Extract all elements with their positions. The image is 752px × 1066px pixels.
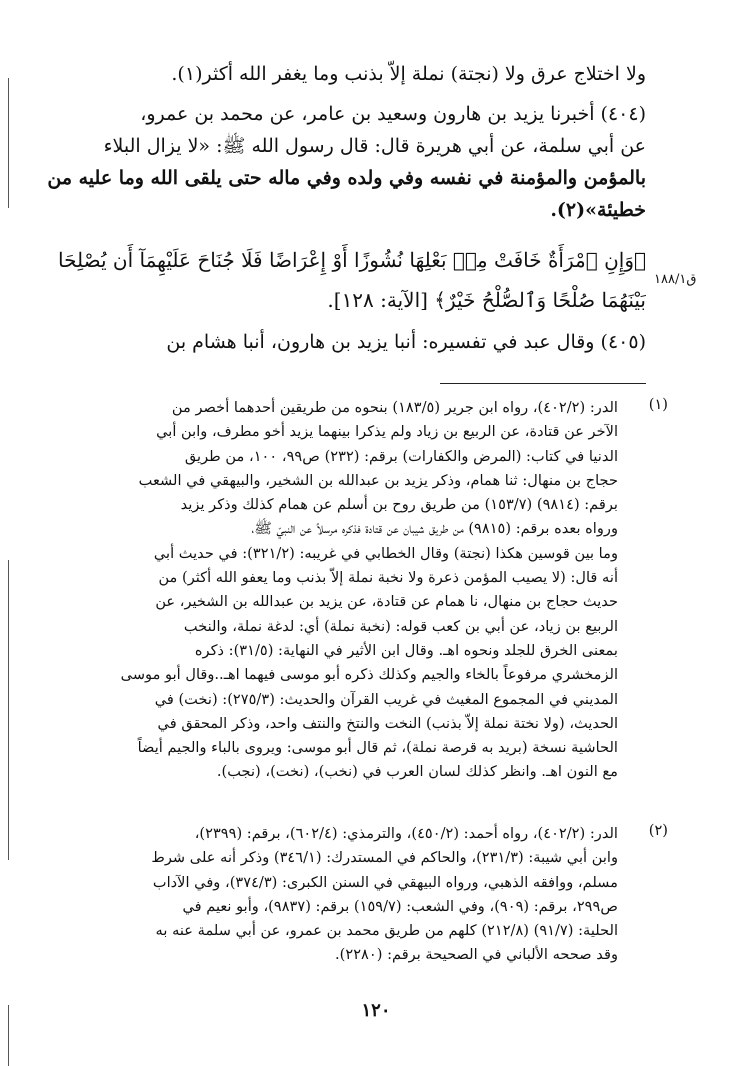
verse-line: بَيْنَهُمَا صُلْحًا وَٱلصُّلْحُ خَيْرٌ﴾ [الآية: ١٢٨]. [327,288,646,312]
footnote-line: وما بين قوسين هكذا (نجتة) وقال الخطابي في غريبه: (٣٢١/٢): في حديث أبي [153,544,618,562]
text-line: (٤٠٤) أخبرنا يزيد بن هارون وسعيد بن عامر، عن محمد بن عمرو، [140,103,646,125]
footnote-line: الدر: (٤٠٢/٢)، رواه أحمد: (٤٥٠/٢)، والترمذي: (٦٠٢/٤)، برقم: (٢٣٩٩)، [194,825,618,842]
text-line: بالمؤمن والمؤمنة في نفسه وفي ولده وفي ماله حتى يلقى الله وما عليه من [47,167,646,189]
footnote-line: وقد صححه الألباني في الصحيحة برقم: (٢٢٨٠). [335,946,618,964]
footnote-2 [42,822,668,968]
footnote-line: حجاج بن منهال: ثنا همام، وذكر يزيد بن عبدالله بن الشخير، والبيهقي في الشعب [138,471,618,489]
footnote-number: (٢) [648,822,668,839]
text-line: ولا اختلاج عرق ولا (نجتة) نملة إلاّ بذنب وما يغفر الله أكثر(١). [171,63,646,85]
footnote-line: الدنيا في كتاب: (المرض والكفارات) برقم: (٢٣٢) ص٩٩، ١٠٠، من طريق [184,447,618,465]
footnote-line: الزمخشري مرفوعاً بالخاء والجيم وكذلك ذكره أبو موسى فيهما اهـ..وقال أبو موسى [120,666,618,684]
footnote-line: مع النون اهـ. وانظر كذلك لسان العرب في (نخب)، (نخت)، (نجب). [216,763,618,781]
footnote-line: الآخر عن قتادة، عن الربيع بن زياد ولم يذكرا بينهما يزيد أخو مطرف، وابن أبي [156,423,618,441]
footnote-line: حديث حجاج بن منهال، نا همام عن قتادة، عن يزيد بن عبدالله بن الشخير، عن [155,593,618,611]
footnote-line: بمعنى الخرق للجلد ونحوه اهـ. وقال ابن الأثير في النهاية: (٣١/٥): ذكره [194,641,618,659]
footnote-body [42,396,650,785]
footnote-line: وابن أبي شيبة: (٢٣١/٣)، والحاكم في المستدرك: (٣٤٦/١) وذكر أنه على شرط [151,849,618,867]
footnote-line: المديني في المجموع المغيث في غريب القرآن والحديث: (٢٧٥/٣): (نخت) في [154,690,618,708]
footnote-1 [42,396,668,785]
text-line: خطيئة»(٢). [550,199,646,221]
footnote-separator [440,383,646,384]
footnote-line: ص٢٩٩، برقم: (٩٠٩)، وفي الشعب: (١٥٩/٧) برقم: (٩٨٣٧)، وأبو نعيم في [182,897,618,915]
footnote-number: (١) [648,396,668,413]
quran-verse [42,240,646,320]
footnote-line: أنه قال: (لا يصيب المؤمن ذعرة ولا نخبة نملة إلاّ بذنب وما يعفو الله أكثر) من [158,569,618,587]
verse-line: ﴿وَإِنِ ٱمْرَأَةٌ خَافَتْ مِنۢ بَعْلِهَا نُشُوزًا أَوْ إِعْرَاضًا فَلَا جُنَاحَ عَلَيْهِمَآ أَن يُصْلِحَا [58,248,646,272]
footnote-line: الحديث، (ولا نختة نملة إلاّ بذنب) النخت والنتخ والنتف واحد، وذكر المحقق في [157,714,618,732]
page-number: ١٢٠ [361,1000,391,1021]
manuscript-folio-ref: ق١٨٨/١ [654,272,697,287]
footnote-line: مسلم، ووافقه الذهبي، ورواه البيهقي في السنن الكبرى: (٣٧٤/٣)، وفي الآداب [152,873,618,891]
footnote-line: الحلية: (٩١/٧) (٢١٢/٨) كلهم من طريق محمد بن عمرو، عن أبي سلمة عنه به [155,922,618,940]
footnote-body [42,822,650,968]
hadith-405 [42,326,646,358]
footnote-line: برقم: (٩٨١٤) (١٥٣/٧) من طريق روح بن أسلم عن همام كذلك وذكر يزيد [180,496,618,514]
text-line: (٤٠٥) وقال عبد في تفسيره: أنبا يزيد بن هارون، أنبا هشام بن [166,331,646,353]
scan-edge-line [8,78,9,208]
footnote-line: ورواه بعده برقم: (٩٨١٥) من طريق شيبان عن قتادة فذكره مرسلاً عن النبيّ ﷺ، [251,520,618,538]
footnote-line: الدر: (٤٠٢/٢)، رواه ابن جرير (١٨٣/٥) بنحوه من طريقين أحدهما أخصر من [171,399,618,416]
main-text [42,58,646,90]
footnote-line: الحاشية نسخة (بريد به قرصة نملة)، ثم قال أبو موسى: ويروى بالباء والجيم أيضاً [137,739,618,757]
scan-edge-line [8,560,9,860]
hadith-404 [42,98,646,226]
text-line: عن أبي سلمة، عن أبي هريرة قال: قال رسول الله ﷺ: «لا يزال البلاء [103,135,646,157]
footnote-line: الربيع بن زياد، عن أبي بن كعب قوله: (نخبة نملة) أي: لدغة نملة، والنخب [183,617,618,635]
